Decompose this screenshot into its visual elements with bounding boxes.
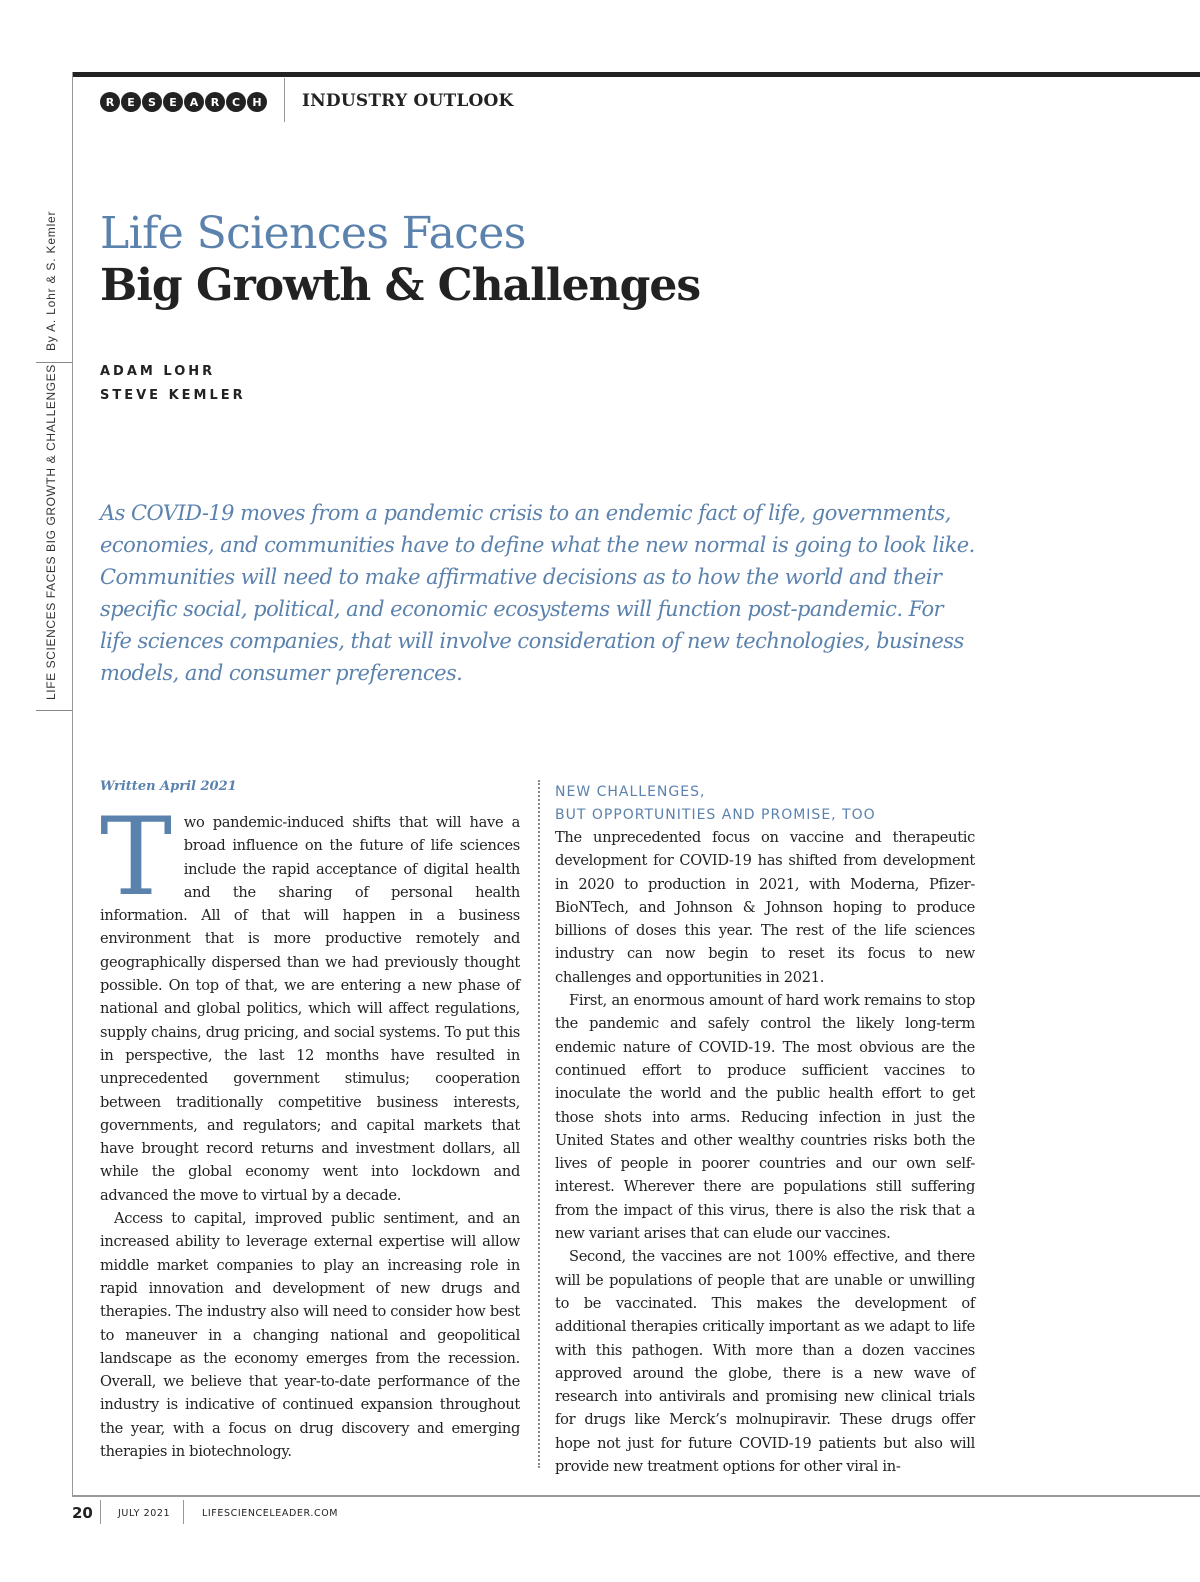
- author-name: STEVE KEMLER: [100, 388, 246, 403]
- section-label: INDUSTRY OUTLOOK: [302, 91, 514, 111]
- article-title-line1: Life Sciences Faces: [100, 208, 526, 259]
- research-letter: S: [142, 92, 162, 112]
- research-letter: E: [163, 92, 183, 112]
- written-date: Written April 2021: [100, 779, 237, 794]
- paragraph-text: wo pandemic-induced shifts that will have a broad influence on the future of life sciences include the rapid acceptance of digital health and the sharing of personal health information. All of that will happen in a business environment that is more productive remotely and geographically dispersed than we had previously thought possible. On top of that, we are entering a new phase of national and global politics, which will affect regulations, supply chains, drug pricing, and social systems. To put this in perspective, the last 12 months have resulted in unprecedented government stimulus; cooperation between traditionally competitive business interests, governments, and regulators; and capital markets that have brought record returns and investment dollars, all while the global economy went into lockdown and advanced the move to virtual by a decade.: [100, 814, 520, 1204]
- footer-separator: [100, 1500, 101, 1524]
- research-letter: R: [100, 92, 120, 112]
- author-name: ADAM LOHR: [100, 364, 216, 379]
- section-subhead: [555, 781, 876, 827]
- sidebar-separator: [36, 362, 72, 363]
- footer-rule: [72, 1495, 1200, 1497]
- research-letter: C: [226, 92, 246, 112]
- body-paragraph: First, an enormous amount of hard work remains to stop the pandemic and safely control the likely long-term endemic nature of COVID-19. The most obvious are the continued effort to produce sufficient vaccines to inoculate the world and the public health effort to get those shots into arms. Reducing infection in just the United States and other wealthy countries risks both the lives of people in poorer countries and our own self-interest. Wherever there are populations still suffering from the impact of this virus, there is also the risk that a new variant arises that can elude our vaccines.: [555, 992, 975, 1243]
- website-link[interactable]: LIFESCIENCELEADER.COM: [202, 1508, 339, 1519]
- body-paragraph: Second, the vaccines are not 100% effective, and there will be populations of people that are unable or unwilling to be vaccinated. This makes the development of additional therapies critically important as we adapt to life with this pathogen. With more than a dozen vaccines approved around the globe, there is a new wave of research into antivirals and promising new clinical trials for drugs like Merck’s molnupiravir. These drugs offer hope not just for future COVID-19 patients but also will provide new treatment options for other viral in-: [555, 1248, 975, 1476]
- subhead-line: NEW CHALLENGES,: [555, 784, 706, 800]
- research-letter: R: [205, 92, 225, 112]
- article-title-line2: Big Growth & Challenges: [100, 260, 701, 311]
- body-column-right: [555, 826, 975, 1478]
- sidebar-byline: By A. Lohr & S. Kemler: [44, 210, 58, 351]
- page-number: 20: [72, 1504, 93, 1522]
- drop-cap: T: [100, 795, 172, 920]
- sidebar-title: LIFE SCIENCES FACES BIG GROWTH & CHALLENGES: [44, 364, 58, 700]
- issue-date: JULY 2021: [118, 1508, 171, 1519]
- body-column-left: [100, 795, 520, 1463]
- sidebar-separator: [36, 710, 72, 711]
- research-letter: H: [247, 92, 267, 112]
- research-letter: E: [121, 92, 141, 112]
- top-rule: [72, 72, 1200, 77]
- research-letter: A: [184, 92, 204, 112]
- article-deck: As COVID-19 moves from a pandemic crisis to an endemic fact of life, governments, economies, and communities have to define what the new normal is going to look like. Communities will need to make affirmative decisions as to how the world and their specific social, political, and economic ecosystems will function post-pandemic. For life sciences companies, that will involve consideration of new technologies, business models, and consumer preferences.: [100, 501, 975, 685]
- subhead-line: BUT OPPORTUNITIES AND PROMISE, TOO: [555, 807, 876, 823]
- body-paragraph: [100, 795, 520, 1207]
- left-margin-rule: [72, 72, 73, 1497]
- header-divider: [284, 78, 285, 122]
- column-divider: [538, 780, 540, 1468]
- body-paragraph: Access to capital, improved public sentiment, and an increased ability to leverage external expertise will allow middle market companies to play an increasing role in rapid innovation and development of new drugs and therapies. The industry also will need to consider how best to maneuver in a changing national and geopolitical landscape as the economy emerges from the recession. Overall, we believe that year-to-date performance of the industry is indicative of continued expansion throughout the year, with a focus on drug discovery and emerging therapies in biotechnology.: [100, 1210, 520, 1461]
- research-badge: [100, 92, 267, 112]
- footer-separator: [183, 1500, 184, 1524]
- body-paragraph: The unprecedented focus on vaccine and therapeutic development for COVID-19 has shifted from development in 2020 to production in 2021, with Moderna, Pfizer-BioNTech, and Johnson & Johnson hoping to produce billions of doses this year. The rest of the life sciences industry can now begin to reset its focus to new challenges and opportunities in 2021.: [555, 829, 975, 986]
